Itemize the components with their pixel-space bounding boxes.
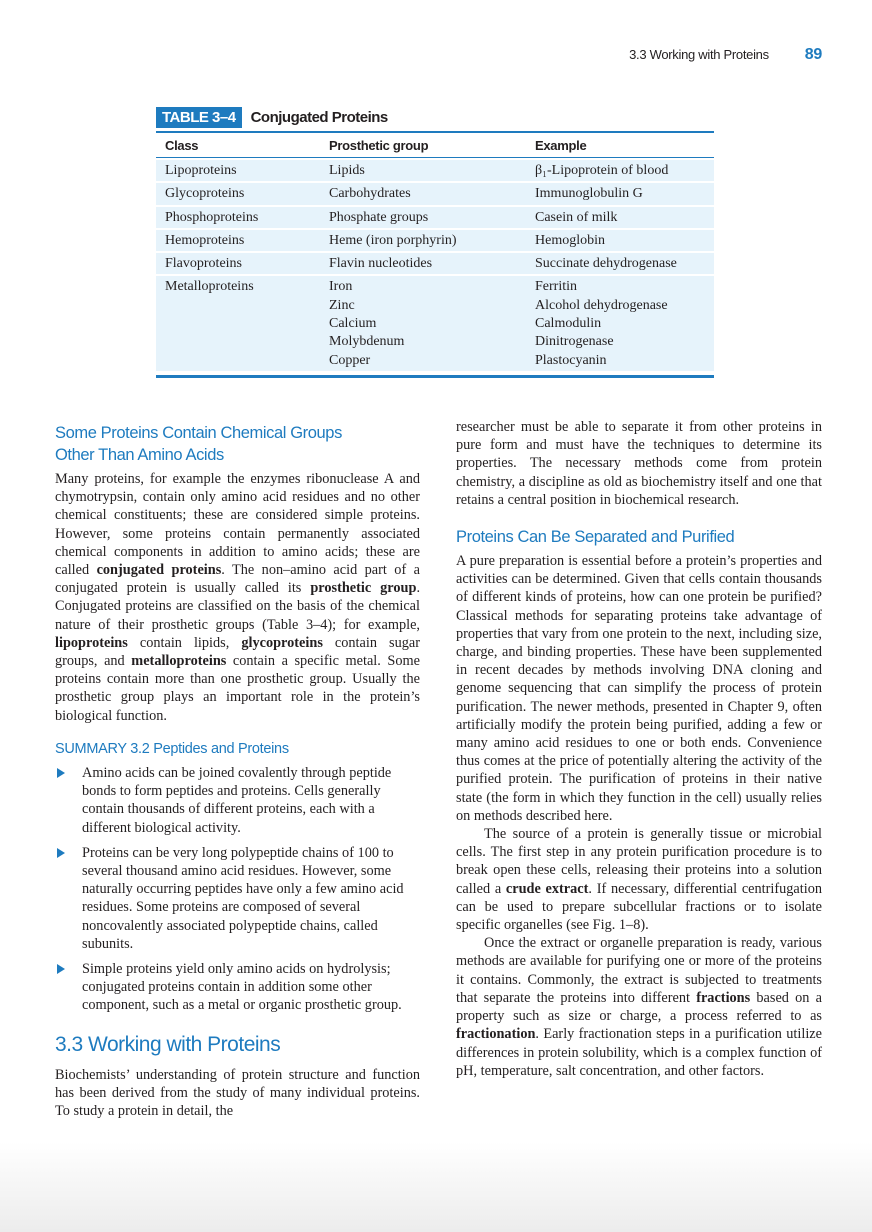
table-cell-class — [156, 183, 329, 204]
table-cell-prosthetic-group — [329, 276, 535, 370]
table-cell-example — [535, 253, 714, 274]
cell-text: Heme (iron porphyrin) — [329, 232, 457, 248]
paragraph-conjugated-proteins — [55, 470, 420, 725]
term-glycoproteins: glycoproteins — [241, 634, 323, 651]
cell-text: Calmodulin — [535, 316, 602, 332]
term-crude-extract: crude extract — [505, 880, 589, 897]
text-run: contain a specific metal. Some proteins contain more than one prosthetic group. Usually the prosthetic group plays an important role in the protein’s biological function. — [55, 653, 420, 724]
paragraph-protein-source — [456, 825, 822, 934]
cell-text: Zinc — [329, 297, 355, 313]
table-row — [156, 183, 714, 204]
bullet-triangle-icon — [57, 768, 65, 778]
table-row — [156, 276, 714, 370]
cell-text: Phosphoproteins — [165, 209, 259, 225]
term-conjugated-proteins: conjugated proteins — [96, 562, 222, 579]
cell-text: Flavoproteins — [165, 256, 242, 272]
term-lipoproteins: lipoproteins — [55, 634, 128, 651]
bullet-text: Simple proteins yield only amino acids on hydrolysis; conjugated proteins contain in addition some other component, such as a metal or organic prosthetic group. — [82, 961, 402, 1014]
table-bottom-rule — [156, 375, 714, 378]
summary-bullet — [55, 960, 420, 1015]
table-cell-prosthetic-group — [329, 207, 535, 228]
paragraph-biochemists: Biochemists’ understanding of protein structure and function has been derived from the study of many individual proteins. To study a protein in detail, the — [55, 1066, 420, 1120]
section-title-working-with-proteins: 3.3 Working with Proteins — [55, 1032, 281, 1056]
cell-text: Calcium — [329, 316, 377, 332]
term-fractionation: fractionation — [456, 1026, 536, 1043]
table-row — [156, 230, 714, 251]
heading-line-2: Other Than Amino Acids — [55, 446, 224, 464]
left-column — [55, 422, 420, 1120]
table-cell-example — [535, 183, 714, 204]
table-cell-prosthetic-group — [329, 230, 535, 251]
table-cell-class — [156, 207, 329, 228]
paragraph-pure-preparation: A pure preparation is essential before a protein’s properties and activities can be determined. Given that cells contain thousands of different kinds of proteins, how can one protein be purified? Classical methods for separating proteins take advantage of properties that vary from one protein to the next, including size, charge, and binding properties. These have been supplemented in recent decades by methods involving DNA cloning and genome sequencing that can simplify the process of protein purification. The newer methods, presented in Chapter 9, often artificially modify the protein being purified, adding a few or many amino acid residues to one or both ends. Convenience thus comes at the price of potentially altering the activity of the purified protein. The purification of proteins in their native state (the form in which they function in the cell) usually relies on methods described here. — [456, 553, 822, 824]
heading-line-1: Some Proteins Contain Chemical Groups — [55, 424, 342, 442]
table-cell-prosthetic-group — [329, 253, 535, 274]
cell-text: Copper — [329, 352, 371, 368]
column-header-prosthetic-group: Prosthetic group — [329, 137, 429, 153]
section-heading-chemical-groups — [55, 422, 420, 466]
running-header — [629, 46, 822, 64]
cell-text: Phosphate groups — [329, 209, 429, 225]
text-run: . Early fractionation steps in a purification utilize differences in protein solubility, which is a complex function of pH, temperature, salt concentration, and other factors. — [456, 1026, 822, 1079]
text-run: The source of a protein is generally tissue or microbial cells. The first step in any protein purification procedure is to break open these cells, releasing their proteins into a solution called a — [456, 826, 822, 897]
column-header-example: Example — [535, 137, 587, 153]
table-cell-class — [156, 160, 329, 181]
cell-text: Hemoglobin — [535, 232, 605, 248]
text-run: contain lipids, — [127, 634, 242, 651]
table-label: TABLE 3–4 — [156, 107, 242, 128]
term-prosthetic-group: prosthetic group — [310, 580, 417, 597]
table-row — [156, 207, 714, 228]
text-run: . The non–amino acid part of a conjugated protein is usually called its — [55, 562, 420, 597]
summary-bullet — [55, 764, 420, 837]
cell-text: Lipids — [329, 163, 365, 178]
paragraph-fractionation — [456, 934, 822, 1080]
cell-text: Alcohol dehydrogenase — [535, 297, 668, 313]
cell-text: Flavin nucleotides — [329, 256, 433, 272]
bullet-triangle-icon — [57, 848, 65, 858]
table-cell-example — [535, 276, 714, 370]
cell-text: Hemoproteins — [165, 232, 245, 248]
cell-text: Glycoproteins — [165, 186, 245, 202]
page-bottom-shading — [0, 1142, 872, 1232]
bullet-text: Amino acids can be joined covalently through peptide bonds to form peptides and proteins. Cells generally contain thousands of different proteins, each with a different biological activity. — [82, 765, 392, 836]
table-cell-example — [535, 160, 714, 181]
text-run: Many proteins, for example the enzymes ribonuclease A and chymotrypsin, contain only amino acid residues and no other chemical constituents; these are considered simple proteins. However, some proteins contain permanently associated chemical components in addition to amino acids; these are called — [55, 471, 420, 579]
right-column — [456, 418, 822, 1080]
bullet-triangle-icon — [57, 964, 65, 974]
table-cell-prosthetic-group — [329, 160, 535, 181]
table-cell-example — [535, 207, 714, 228]
cell-text: Lipoproteins — [165, 163, 237, 178]
cell-text: β₁-Lipoprotein of blood — [535, 163, 669, 178]
cell-text: Casein of milk — [535, 209, 618, 225]
table-cell-class — [156, 253, 329, 274]
section-heading-separated-purified: Proteins Can Be Separated and Purified — [456, 528, 735, 547]
paragraph-researcher: researcher must be able to separate it from other proteins in pure form and must have the techniques to determine its properties. The necessary methods come from protein chemistry, a discipline as old as biochemistry itself and one that retains a central position in biochemical research. — [456, 419, 822, 508]
cell-text: Ferritin — [535, 279, 577, 295]
text-run: contain sugar groups, and — [55, 634, 420, 670]
column-header-class: Class — [165, 137, 199, 153]
summary-heading: SUMMARY 3.2 Peptides and Proteins — [55, 740, 289, 757]
table-cell-class — [156, 230, 329, 251]
cell-text: Immunoglobulin G — [535, 186, 643, 202]
conjugated-proteins-table — [156, 104, 714, 378]
table-title: Conjugated Proteins — [250, 109, 388, 126]
cell-text: Carbohydrates — [329, 186, 411, 202]
text-run: Once the extract or organelle preparation is ready, various methods are available for purifying one or more of the proteins it contains. Commonly, the extract is subjected to treatments that separate the proteins into different — [456, 935, 822, 1006]
cell-text: Plastocyanin — [535, 352, 607, 368]
text-run: . If necessary, differential centrifugation can be used to prepare subcellular fractions or to isolate specific organelles (see Fig. 1–8). — [456, 880, 823, 934]
table-body — [156, 160, 714, 375]
summary-bullet-list — [55, 764, 420, 1015]
cell-text: Molybdenum — [329, 334, 405, 350]
table-title-bar — [156, 104, 714, 131]
bullet-text: Proteins can be very long polypeptide chains of 100 to several thousand amino acid residues. However, some naturally occurring peptides have only a few amino acid residues. Some proteins are composed of several noncovalently associated polypeptide chains, called subunits. — [82, 844, 404, 952]
text-run: based on a property such as size or charge, a process referred to as — [456, 989, 823, 1025]
table-row — [156, 253, 714, 274]
table-cell-example — [535, 230, 714, 251]
cell-text: Metalloproteins — [165, 279, 254, 295]
table-row — [156, 160, 714, 181]
cell-text: Dinitrogenase — [535, 334, 614, 350]
term-metalloproteins: metalloproteins — [131, 653, 227, 670]
table-cell-class — [156, 276, 329, 370]
table-cell-prosthetic-group — [329, 183, 535, 204]
page-number: 89 — [804, 46, 822, 63]
term-fractions: fractions — [696, 989, 751, 1006]
table-header-row — [156, 133, 714, 158]
running-header-section: 3.3 Working with Proteins — [629, 47, 769, 62]
summary-bullet — [55, 844, 420, 953]
cell-text: Iron — [329, 279, 353, 295]
cell-text: Succinate dehydrogenase — [535, 256, 677, 272]
text-run: . Conjugated proteins are classified on the basis of the chemical nature of their prosthetic groups (Table 3–4); for example, — [55, 580, 421, 633]
